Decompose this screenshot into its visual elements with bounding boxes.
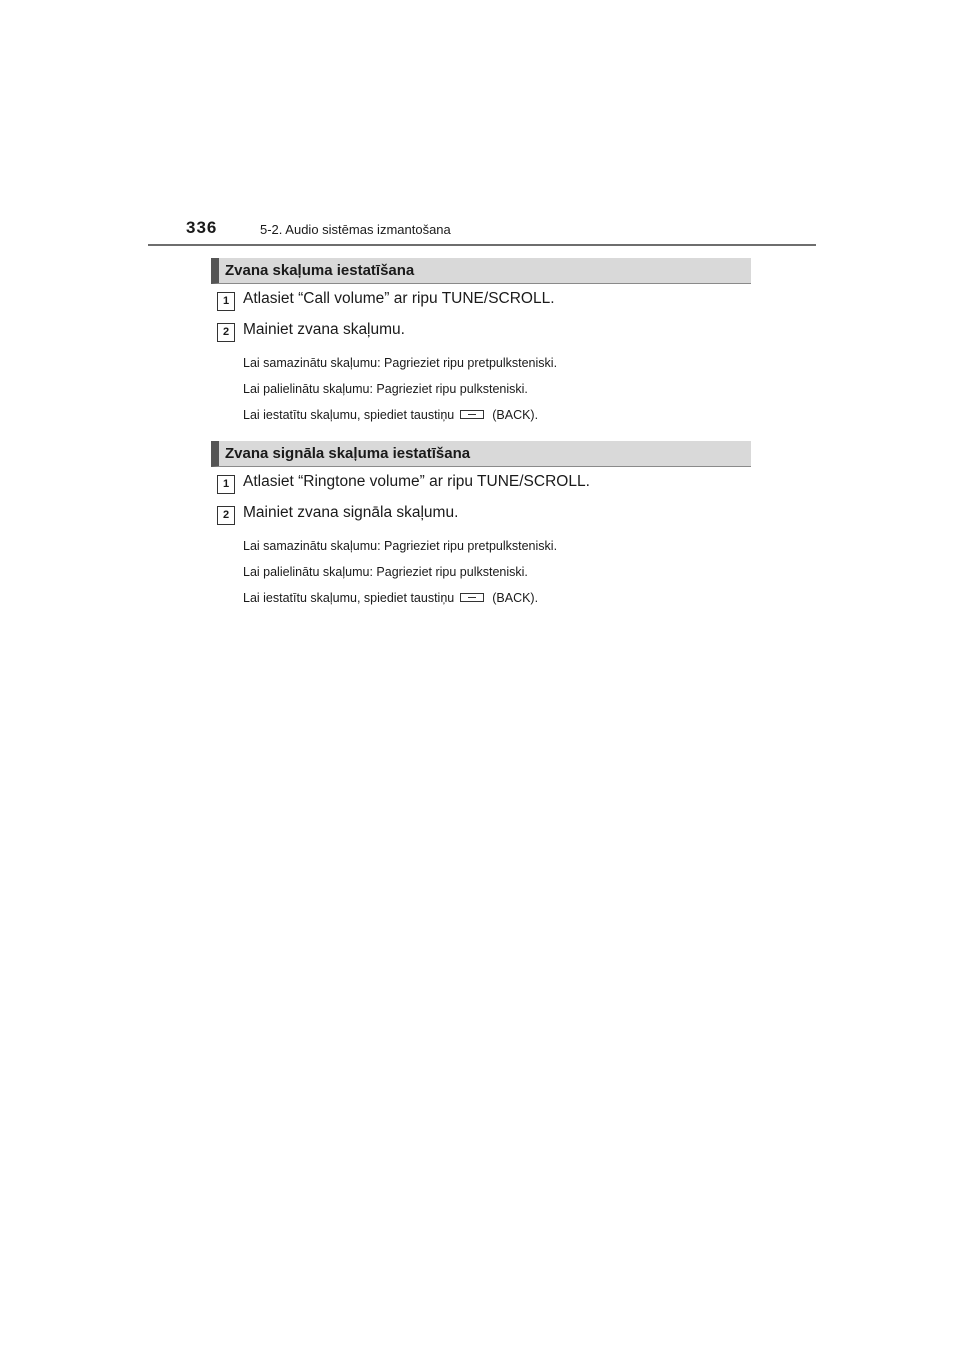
back-button-icon [460,593,484,602]
section-call-volume [211,258,751,428]
step-1 [211,471,751,498]
section-title: Zvana skaļuma iestatīšana [225,262,415,279]
page-number: 336 [186,218,218,237]
note-set-suffix: (BACK). [492,591,539,605]
step-1 [211,288,751,315]
header-divider [148,244,816,246]
step-text: Mainiet zvana signāla skaļumu. [243,504,459,521]
note-set [243,402,751,428]
note-decrease: Lai samazinātu skaļumu: Pagrieziet ripu pretpulksteniski. [243,539,558,553]
step-number-badge: 1 [217,475,235,494]
step-2 [211,502,751,529]
step-number-badge: 2 [217,506,235,525]
note-increase: Lai palielinātu skaļumu: Pagrieziet ripu pulksteniski. [243,382,528,396]
chapter-title: 5-2. Audio sistēmas izmantošana [260,222,451,237]
step-text: Mainiet zvana skaļumu. [243,321,405,338]
section-heading [211,441,751,467]
section-heading [211,258,751,284]
step-number-badge: 2 [217,323,235,342]
note-set-suffix: (BACK). [492,408,539,422]
section-title: Zvana signāla skaļuma iestatīšana [225,445,471,462]
step-number-badge: 1 [217,292,235,311]
note-set-prefix: Lai iestatītu skaļumu, spiediet taustiņu [243,408,455,422]
note-decrease: Lai samazinātu skaļumu: Pagrieziet ripu pretpulksteniski. [243,356,558,370]
note-set-prefix: Lai iestatītu skaļumu, spiediet taustiņu [243,591,455,605]
page-header [148,218,816,246]
step-text: Atlasiet “Ringtone volume” ar ripu TUNE/SCROLL. [243,473,590,490]
back-button-icon [460,410,484,419]
step-2 [211,319,751,346]
step-notes [211,350,751,428]
step-notes [211,533,751,611]
step-text: Atlasiet “Call volume” ar ripu TUNE/SCROLL. [243,290,555,307]
note-increase: Lai palielinātu skaļumu: Pagrieziet ripu pulksteniski. [243,565,528,579]
section-ringtone-volume [211,441,751,611]
note-set [243,585,751,611]
